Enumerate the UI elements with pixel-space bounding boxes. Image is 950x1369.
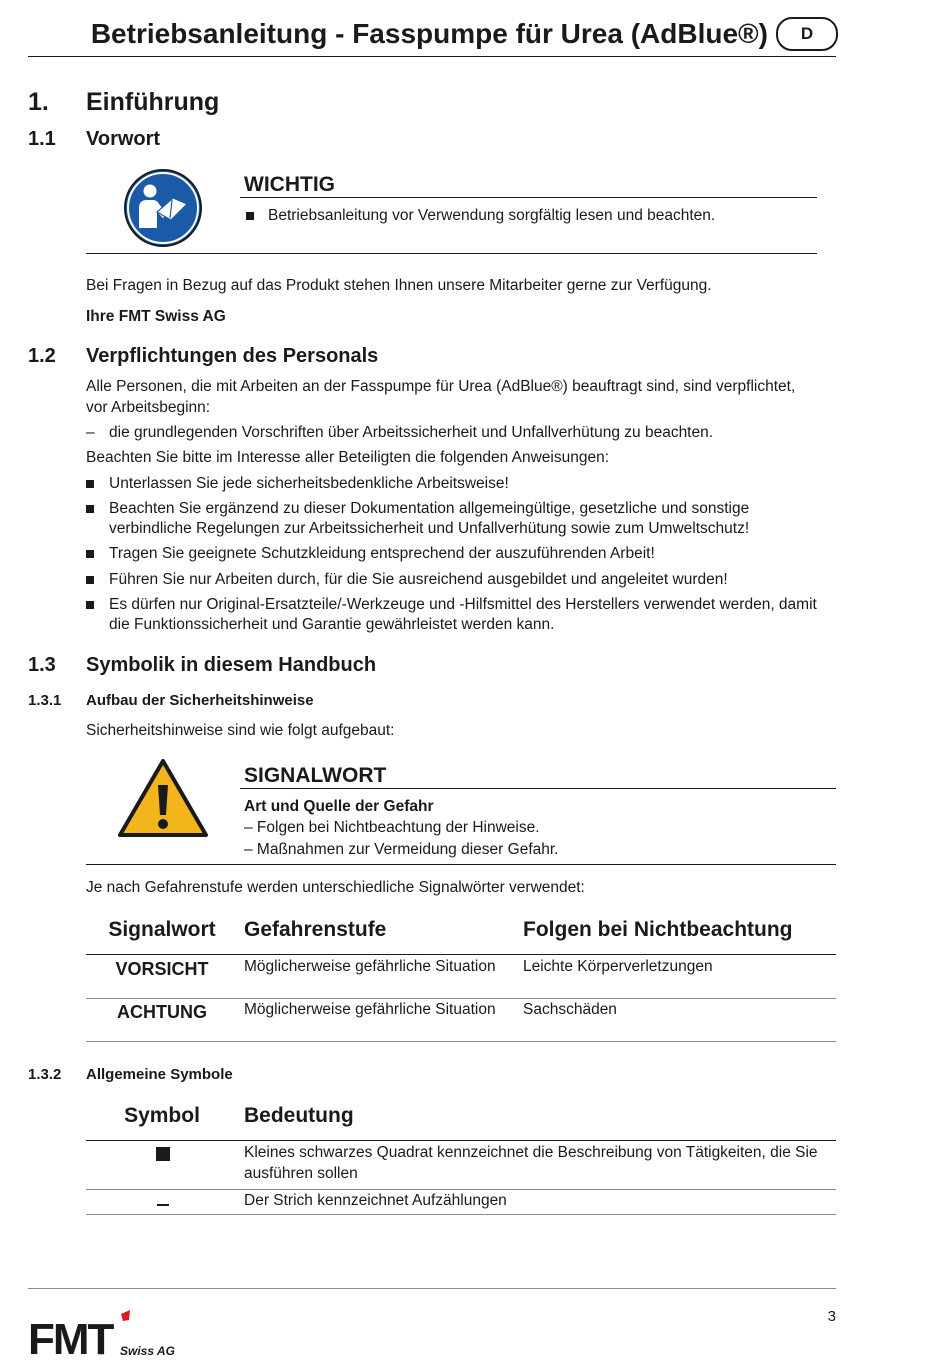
table-header-signalword: Signalwort [108, 918, 216, 941]
notice-subheading: Art und Quelle der Gefahr [244, 798, 434, 815]
list-item [86, 423, 838, 443]
table-row-divider [86, 998, 836, 999]
list-item-text: die Funktionssicherheit und Garantie gewährleistet werden kann. [109, 616, 555, 633]
list-item-text: Es dürfen nur Original-Ersatzteile/-Werkzeuge und -Hilfsmittel des Herstellers verwendet werden, damit [109, 596, 817, 613]
square-bullet-icon [86, 505, 94, 513]
list-item-text: verbindliche Regelungen zur Arbeitssicherheit und Unfallverhütung sowie zum Umweltschutz! [109, 520, 750, 537]
section-1-3-2-title: Allgemeine Symbole [86, 1066, 233, 1083]
table-header-consequences: Folgen bei Nichtbeachtung [523, 918, 793, 941]
table-cell-meaning: Der Strich kennzeichnet Aufzählungen [244, 1192, 507, 1209]
section-1-1-title: Vorwort [86, 128, 161, 150]
section-1-number: 1. [28, 88, 49, 116]
table-header-rule [86, 954, 836, 955]
table-cell-consequences: Sachschäden [523, 1001, 617, 1018]
table-header-meaning: Bedeutung [244, 1104, 354, 1127]
section-1-3-1-title: Aufbau der Sicherheitshinweise [86, 692, 314, 709]
dash-icon [157, 1204, 169, 1206]
table-header-rule [86, 1140, 836, 1141]
table-header-symbol: Symbol [124, 1104, 200, 1127]
table-row-divider [86, 1189, 836, 1190]
list-item-text: Unterlassen Sie jede sicherheitsbedenkliche Arbeitsweise! [109, 475, 509, 492]
notice-heading-rule [240, 197, 817, 198]
notice-bottom-rule [86, 253, 817, 254]
section-1-3-title: Symbolik in diesem Handbuch [86, 654, 377, 676]
svg-text:FMT: FMT [28, 1315, 113, 1360]
paragraph: Beachten Sie bitte im Interesse aller Beteiligten die folgenden Anweisungen: [86, 449, 610, 466]
square-bullet-icon [86, 576, 94, 584]
footer-divider [28, 1288, 836, 1289]
notice-line: – Maßnahmen zur Vermeidung dieser Gefahr. [244, 841, 559, 858]
company-logo [28, 1308, 178, 1360]
paragraph-line: vor Arbeitsbeginn: [86, 399, 211, 416]
square-bullet-icon [86, 480, 94, 488]
table-cell-consequences: Leichte Körperverletzungen [523, 958, 713, 975]
table-cell-danger-level: Möglicherweise gefährliche Situation [244, 958, 496, 975]
paragraph: Sicherheitshinweise sind wie folgt aufgebaut: [86, 722, 395, 739]
paragraph: Je nach Gefahrenstufe werden unterschiedliche Signalwörter verwendet: [86, 879, 585, 896]
document-title: Betriebsanleitung - Fasspumpe für Urea (AdBlue®) [90, 18, 768, 49]
table-cell-signalword: VORSICHT [115, 959, 209, 979]
square-bullet-icon [86, 601, 94, 609]
table-row-divider [86, 1214, 836, 1215]
list-item [86, 595, 838, 635]
list-item [86, 570, 838, 590]
section-1-title: Einführung [86, 88, 220, 116]
table-cell-meaning: ausführen sollen [244, 1165, 358, 1182]
list-item-text: Führen Sie nur Arbeiten durch, für die Sie ausreichend ausgebildet und angeleitet wurden! [109, 571, 728, 588]
table-row-divider [86, 1041, 836, 1042]
warning-triangle-icon [117, 757, 209, 839]
square-bullet-icon [86, 550, 94, 558]
list-item [86, 544, 838, 564]
table-cell-meaning: Kleines schwarzes Quadrat kennzeichnet die Beschreibung von Tätigkeiten, die Sie [244, 1144, 818, 1161]
notice-line: – Folgen bei Nichtbeachtung der Hinweise. [244, 819, 540, 836]
notice-item-text: Betriebsanleitung vor Verwendung sorgfältig lesen und beachten. [268, 207, 716, 224]
table-cell-signalword: ACHTUNG [117, 1002, 207, 1022]
notice-bottom-rule [86, 864, 836, 865]
list-item-text: Tragen Sie geeignete Schutzkleidung entsprechend der auszuführenden Arbeit! [109, 545, 655, 562]
notice-heading-rule [240, 788, 836, 789]
table-header-danger-level: Gefahrenstufe [244, 918, 387, 941]
list-item-text: Beachten Sie ergänzend zu dieser Dokumentation allgemeingültige, gesetzliche und sonstige [109, 500, 750, 517]
page-number: 3 [827, 1308, 836, 1325]
notice-heading: SIGNALWORT [244, 764, 387, 787]
svg-text:Swiss AG: Swiss AG [120, 1344, 175, 1358]
paragraph-line: Alle Personen, die mit Arbeiten an der Fasspumpe für Urea (AdBlue®) beauftragt sind, sind verpflichtet, [86, 378, 796, 395]
paragraph: Bei Fragen in Bezug auf das Produkt stehen Ihnen unsere Mitarbeiter gerne zur Verfügung. [86, 277, 712, 294]
square-bullet-icon [246, 212, 254, 220]
section-1-2-title: Verpflichtungen des Personals [86, 345, 379, 367]
notice-heading: WICHTIG [244, 173, 335, 196]
language-badge: D [776, 17, 838, 51]
section-1-3-1-number: 1.3.1 [28, 692, 62, 709]
signature: Ihre FMT Swiss AG [86, 308, 226, 325]
table-cell-danger-level: Möglicherweise gefährliche Situation [244, 1001, 496, 1018]
section-1-2-number: 1.2 [28, 345, 56, 367]
list-item [86, 474, 838, 494]
dash-icon: – [86, 424, 95, 441]
section-1-1-number: 1.1 [28, 128, 56, 150]
section-1-3-number: 1.3 [28, 654, 56, 676]
read-manual-icon [123, 168, 203, 248]
square-bullet-icon [156, 1147, 170, 1161]
list-item [86, 499, 838, 539]
header-divider [28, 56, 836, 57]
section-1-3-2-number: 1.3.2 [28, 1066, 62, 1083]
list-item-text: die grundlegenden Vorschriften über Arbeitssicherheit und Unfallverhütung zu beachten. [109, 424, 714, 441]
